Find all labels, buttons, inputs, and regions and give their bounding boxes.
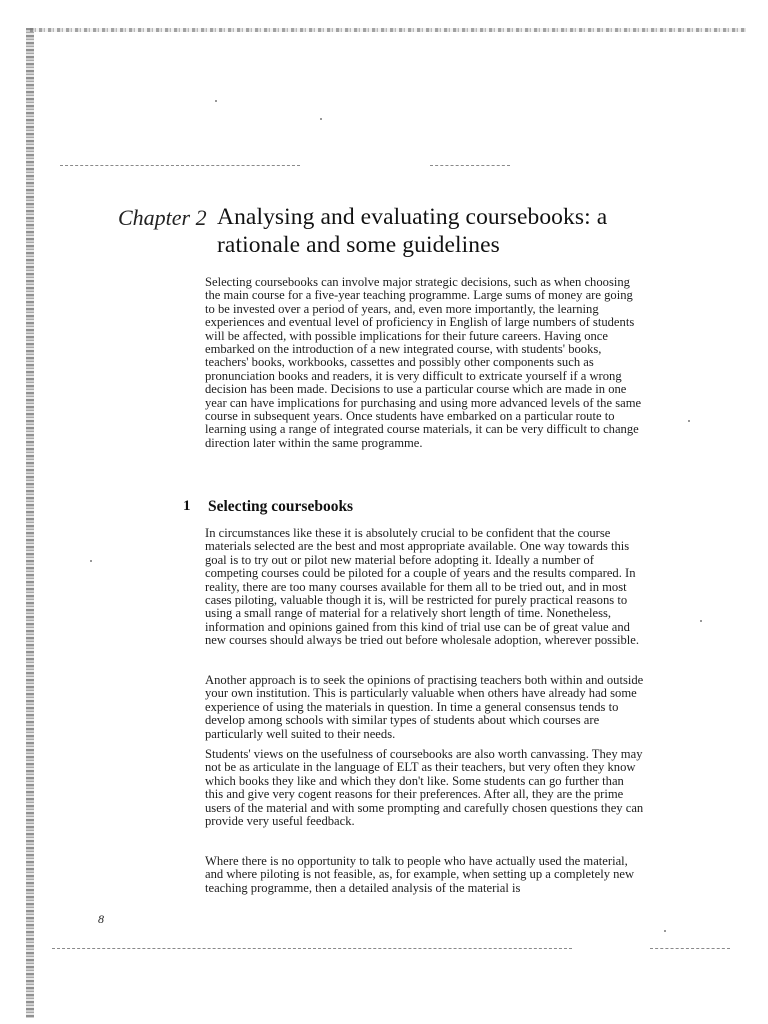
section-number: 1	[183, 498, 191, 514]
scan-speck	[215, 100, 217, 102]
bottom-rule-right	[650, 948, 730, 949]
scan-speck	[664, 930, 666, 932]
paragraph-text: Where there is no opportunity to talk to people who have actually used the material, and where piloting is not feasible, as, for example, when setting up a completely new teaching programme, then a detailed analysis of the material is	[205, 854, 635, 895]
scan-edge-left	[26, 28, 34, 1018]
intro-paragraph	[205, 276, 645, 450]
paragraph-text: In circumstances like these it is absolutely crucial to be confident that the course materials selected are the best and most appropriate available. One way towards this goal is to try out or pilot new material before adopting it. Ideally a number of competing courses could be piloted for a couple of years and the results compared. In reality, there are too many courses available for them all to be tried out, and in most cases piloting, valuable though it is, will be restricted for purely practical reasons to using a small range of material for a relatively short length of time. Nonetheless, information and opinions gained from this kind of trial use can be of great value and new courses should always be tried out before wholesale adoption, wherever possible.	[205, 526, 640, 648]
section-paragraph	[205, 674, 645, 741]
scan-speck	[688, 420, 690, 422]
section-paragraph	[205, 855, 645, 895]
paragraph-text: Another approach is to seek the opinions of practising teachers both within and outside your own institution. This is particularly valuable when others have already had some experience of using the materials in question. In time a general consensus tends to develop among schools with similar types of students about which courses are particularly well suited to their needs.	[205, 673, 644, 741]
chapter-title: Analysing and evaluating coursebooks: a rationale and some guidelines	[217, 204, 608, 258]
top-rule	[60, 165, 300, 166]
section-paragraph	[205, 527, 645, 648]
scan-edge-top	[30, 28, 746, 32]
bottom-rule	[52, 948, 572, 949]
scan-speck	[320, 118, 322, 120]
paragraph-text: Students' views on the usefulness of coursebooks are also worth canvassing. They may not be as articulate in the language of ELT as their teachers, but very often they know which books they like and which they don't like. Some students can go further than this and give very cogent reasons for their preferences. After all, they are the prime users of the material and with some prompting and carefully chosen questions they can provide very useful feedback.	[205, 747, 644, 829]
top-rule-right	[430, 165, 510, 166]
intro-paragraph-text: Selecting coursebooks can involve major strategic decisions, such as when choosing the main course for a five-year teaching programme. Large sums of money are going to be invested over a period of years, and, even more importantly, the learning experiences and eventual level of proficiency in English of large numbers of students will be affected, with possible implications for their future careers. Having once embarked on the introduction of a new integrated course, with students' books, teachers' books, workbooks, cassettes and possibly other components such as pronunciation books and readers, it is very difficult to extricate yourself if a wrong decision has been made. Decisions to use a particular course which are made in one year can have implications for purchasing and using more advanced levels of the same course in subsequent years. Once students have embarked on a particular route to learning using a range of integrated course materials, it can be very difficult to change direction later within the same programme.	[205, 275, 642, 450]
section-paragraph	[205, 748, 645, 828]
chapter-label: Chapter 2	[118, 205, 207, 230]
page-number: 8	[98, 912, 104, 926]
section-title: Selecting coursebooks	[208, 498, 354, 515]
scan-speck	[90, 560, 92, 562]
scan-speck	[700, 620, 702, 622]
